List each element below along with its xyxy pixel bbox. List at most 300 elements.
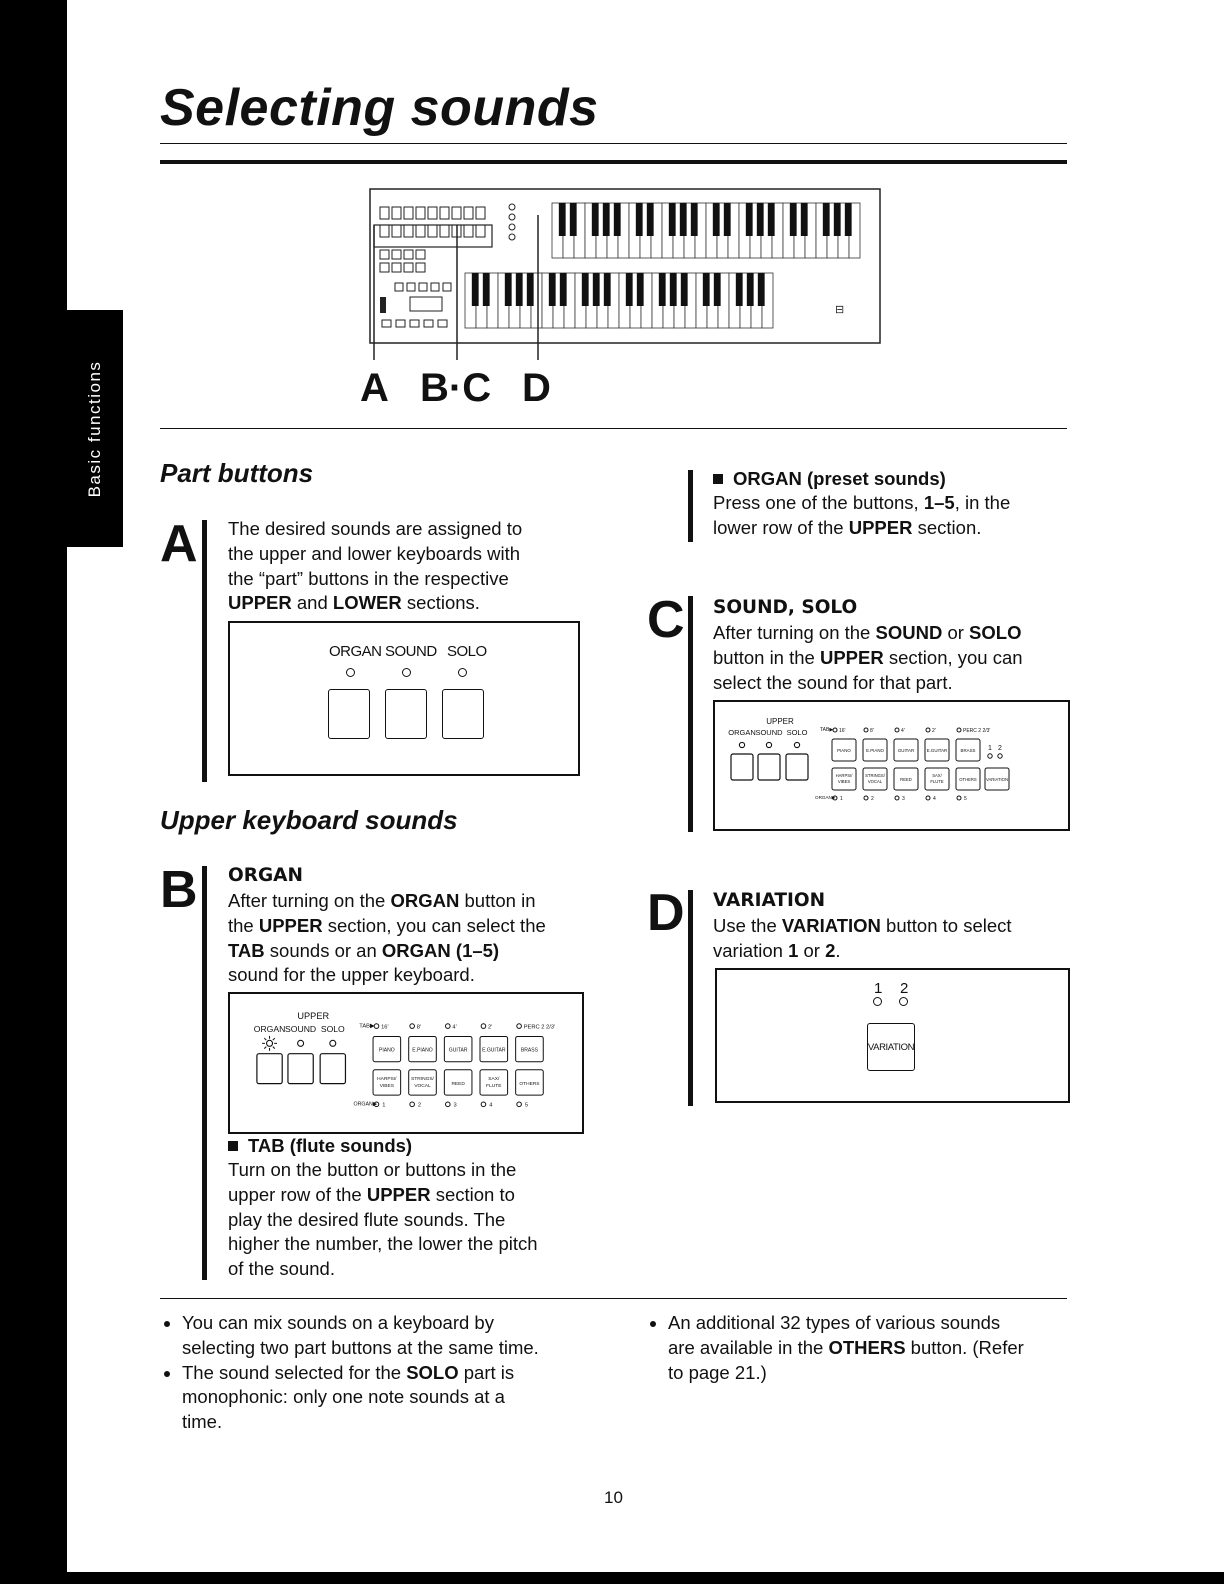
panel-btn	[380, 225, 389, 237]
variation-btn-label: VARIATION	[986, 777, 1008, 782]
display	[410, 297, 442, 311]
t: or	[798, 939, 826, 961]
t: upper row of the	[228, 1183, 367, 1205]
upper-keyboard-sounds-heading: Upper keyboard sounds	[160, 805, 458, 835]
black-key	[637, 273, 644, 306]
t: to page 21.)	[668, 1361, 767, 1383]
tab-foot-1: 8'	[870, 728, 874, 734]
black-key	[592, 203, 599, 236]
black-key	[714, 273, 721, 306]
t: Use the	[713, 915, 782, 936]
small-btn	[431, 283, 439, 291]
t: the	[228, 914, 259, 936]
kw: SOUND	[875, 622, 943, 643]
part-label-2: SOLO	[320, 1023, 345, 1034]
panel-btn	[392, 250, 401, 259]
panel-btn	[476, 207, 485, 219]
t: , in the	[954, 492, 1011, 513]
kw: 1	[788, 939, 799, 961]
small-btn	[395, 283, 403, 291]
kw: 2	[825, 939, 836, 961]
black-key	[680, 203, 687, 236]
organ-arrow-label: ORGAN▶	[815, 795, 836, 800]
part-button	[288, 1054, 313, 1084]
tab-line-5: of the sound.	[228, 1258, 335, 1280]
organ-text	[228, 889, 546, 988]
part-label-0: ORGAN	[728, 728, 756, 737]
tab-line-1: Turn on the button or buttons in the	[228, 1159, 517, 1180]
black-key	[626, 273, 633, 306]
notes-left	[160, 1311, 600, 1435]
pedal-btn	[382, 320, 391, 327]
part-button	[257, 1054, 282, 1084]
organ-arrow-label: ORGAN▶	[353, 1101, 377, 1108]
black-key	[570, 203, 577, 236]
tab-lamp	[446, 1024, 451, 1029]
part-label-1: SOUND	[285, 1023, 317, 1034]
tab-lamp	[374, 1024, 379, 1029]
var-num-2: 2	[998, 745, 1002, 752]
lamp-solo	[458, 668, 467, 677]
preset-line-1	[713, 491, 1010, 516]
logo-mark: ⊟	[835, 304, 845, 316]
pedal-btn	[424, 320, 433, 327]
side-tab-label: Basic functions	[85, 360, 104, 497]
t: part is	[458, 1361, 515, 1383]
t: You can mix sounds on a keyboard by	[182, 1312, 494, 1333]
organ-num-1: 2	[871, 796, 874, 802]
black-key	[747, 273, 754, 306]
kw: UPPER	[848, 516, 913, 538]
t: The sound selected for the	[182, 1361, 407, 1383]
tab-lamp	[517, 1024, 522, 1029]
organ-num-0: 1	[840, 796, 843, 802]
tab-line-2	[228, 1183, 538, 1208]
t: or	[942, 622, 970, 643]
voice-label-2-2: REED	[900, 777, 912, 782]
preset-line-2	[713, 516, 1010, 541]
pedal-btn	[438, 320, 447, 327]
black-key	[746, 203, 753, 236]
txt-and: and	[291, 592, 333, 614]
var-lamp-1	[873, 997, 882, 1006]
black-key	[758, 273, 765, 306]
part-lamp	[298, 1040, 304, 1046]
organ-num-4: 5	[524, 1102, 529, 1109]
t: are available in the	[668, 1336, 829, 1358]
organ-num-3: 4	[933, 796, 936, 802]
voice-button	[480, 1070, 508, 1095]
black-key	[527, 273, 534, 306]
t: After turning on the	[228, 890, 391, 911]
voice-label-2-1: VOCAL	[867, 779, 883, 784]
tab-lamp	[864, 728, 868, 732]
part-text-line-3: the “part” buttons in the respective	[228, 567, 509, 589]
label-solo: SOLO	[447, 643, 487, 660]
voice-label-2-0: VIBES	[837, 779, 851, 784]
var-lamp	[998, 754, 1002, 758]
voice-label-0: PIANO	[378, 1047, 395, 1054]
t: Press one of the buttons,	[713, 492, 924, 513]
voice-label-2-1: STRINGS/	[411, 1077, 434, 1083]
note-mix	[182, 1311, 600, 1361]
voice-label-2-1: VOCAL	[414, 1084, 431, 1090]
page-number: 10	[604, 1488, 623, 1507]
part-text-line-2: the upper and lower keyboards with	[228, 542, 521, 564]
black-key	[559, 203, 566, 236]
black-key	[669, 203, 676, 236]
part-buttons-heading: Part buttons	[160, 458, 314, 488]
panel-btn	[428, 207, 437, 219]
t: section to	[430, 1183, 515, 1205]
upper-keyboard	[552, 203, 860, 258]
black-key	[757, 203, 764, 236]
var-num-2: 2	[900, 980, 908, 997]
panel-btn	[392, 207, 401, 219]
voice-label-2-3: FLUTE	[486, 1084, 502, 1090]
voice-label-2-4: OTHERS	[519, 1081, 540, 1087]
upper-panel-c	[715, 702, 1068, 829]
part-buttons-figure	[228, 621, 580, 776]
part-buttons-text	[228, 517, 522, 616]
black-key	[736, 273, 743, 306]
kw-upper: UPPER	[228, 592, 292, 614]
notes-right	[646, 1311, 1066, 1385]
tab-subhead-text: TAB (flute sounds)	[248, 1135, 413, 1156]
side-tab	[67, 310, 123, 547]
panel-btn	[380, 263, 389, 272]
lamp-sound	[402, 668, 411, 677]
black-key	[681, 273, 688, 306]
part-button	[320, 1054, 345, 1084]
t: monophonic: only one note sounds at a	[182, 1386, 505, 1408]
marker-d: D	[647, 884, 685, 942]
label-organ: ORGAN	[329, 643, 382, 660]
voice-label-2-1: STRINGS/	[865, 773, 885, 778]
panel-upper-label: UPPER	[297, 1011, 330, 1022]
organ-num-3: 4	[489, 1102, 493, 1109]
kw-lower: LOWER	[332, 592, 402, 614]
tab-line-4: higher the number, the lower the pitch	[228, 1233, 538, 1255]
panel-btn	[440, 207, 449, 219]
black-key	[703, 273, 710, 306]
part-text-line-4	[228, 591, 522, 616]
panel-btn	[416, 263, 425, 272]
voice-label-4: BRASS	[960, 748, 976, 753]
panel-btn	[440, 225, 449, 237]
tab-lamp	[833, 728, 837, 732]
organ-lamp	[517, 1102, 522, 1107]
black-key	[560, 273, 567, 306]
label-sound: SOUND	[385, 643, 437, 660]
voice-label-2-4: OTHERS	[959, 777, 977, 782]
slider	[380, 297, 386, 313]
voice-label-3: E.GUITAR	[482, 1047, 506, 1054]
part-button	[758, 754, 780, 780]
part-label-0: ORGAN	[253, 1023, 286, 1034]
marker-a: A	[160, 515, 198, 573]
t: button in the	[713, 646, 820, 668]
bar-c	[688, 596, 693, 832]
tab-lamp	[957, 728, 961, 732]
tab-lamp	[481, 1024, 486, 1029]
tab-foot-2: 4'	[901, 728, 905, 734]
organ-lamp	[410, 1102, 415, 1107]
black-key	[724, 203, 731, 236]
bar-d	[688, 890, 693, 1106]
notes-rule	[160, 1298, 1067, 1299]
sound-button	[385, 689, 427, 739]
voice-label-2-2: REED	[451, 1081, 465, 1087]
organ-button	[328, 689, 370, 739]
panel-btn	[404, 207, 413, 219]
tab-foot-2: 4'	[452, 1024, 457, 1031]
organ-lamp	[895, 796, 899, 800]
tab-foot-4: PERC 2 2/3'	[523, 1024, 556, 1031]
tab-foot-0: 16'	[839, 728, 846, 734]
part-text-line-1: The desired sounds are assigned to	[228, 518, 523, 539]
black-key	[768, 203, 775, 236]
organ-lamp	[957, 796, 961, 800]
black-key	[604, 273, 611, 306]
kw: ORGAN (1–5)	[381, 939, 500, 961]
square-bullet	[228, 1141, 238, 1151]
variation-button: VARIATION	[867, 1023, 915, 1071]
figure-letter-a: A	[360, 366, 389, 410]
bar-a	[202, 520, 207, 782]
var-lamp	[988, 754, 992, 758]
organ-lamp	[864, 796, 868, 800]
black-key	[582, 273, 589, 306]
panel-btn	[464, 225, 473, 237]
organ-lamp	[926, 796, 930, 800]
tab-lamp	[926, 728, 930, 732]
tab-text	[228, 1158, 538, 1282]
page-border-left	[0, 0, 67, 1584]
variation-subhead: VARIATION	[713, 890, 826, 911]
t: An additional 32 types of various sounds	[668, 1312, 1001, 1333]
panel-btn	[404, 225, 413, 237]
black-key	[659, 273, 666, 306]
kw: UPPER	[258, 914, 323, 936]
var-line-2	[713, 939, 1012, 964]
organ-preset-subhead	[713, 468, 946, 490]
part-lamp	[766, 742, 771, 747]
black-key	[516, 273, 523, 306]
organ-preset-subhead-text: ORGAN (preset sounds)	[733, 468, 946, 489]
part-button	[786, 754, 808, 780]
panel-btn	[476, 225, 485, 237]
panel-btn	[392, 263, 401, 272]
black-key	[790, 203, 797, 236]
black-key	[549, 273, 556, 306]
black-key	[636, 203, 643, 236]
page-title: Selecting sounds	[160, 79, 599, 137]
black-key	[647, 203, 654, 236]
panel-btn	[464, 207, 473, 219]
kw: UPPER	[366, 1183, 431, 1205]
part-button	[731, 754, 753, 780]
voice-label-2-0: HARPSI/	[835, 773, 853, 778]
panel-btn	[404, 250, 413, 259]
panel-btn	[404, 263, 413, 272]
organ-line-4: sound for the upper keyboard.	[228, 964, 475, 986]
t: button. (Refer	[905, 1336, 1024, 1358]
organ-line-1	[228, 889, 546, 914]
t: lower row of the	[713, 516, 849, 538]
organ-num-1: 2	[417, 1102, 422, 1109]
sound-solo-text	[713, 621, 1023, 695]
organ-subhead: ORGAN	[228, 865, 303, 886]
tab-lamp	[895, 728, 899, 732]
voice-button	[409, 1070, 437, 1095]
organ-lamp	[481, 1102, 486, 1107]
voice-label-2-0: VIBES	[379, 1084, 394, 1090]
kw: 1–5	[923, 492, 955, 513]
voice-label-2: GUITAR	[448, 1047, 468, 1054]
voice-label-2-0: HARPSI/	[377, 1077, 397, 1083]
panel-btn	[380, 207, 389, 219]
black-key	[483, 273, 490, 306]
ss-line-1	[713, 621, 1023, 646]
ss-line-3: select the sound for that part.	[713, 671, 953, 693]
marker-b: B	[160, 861, 198, 919]
voice-label-2-3: SAX/	[932, 773, 942, 778]
voice-label-1: E.PIANO	[866, 748, 884, 753]
panel-btn	[416, 250, 425, 259]
note-solo	[182, 1361, 600, 1435]
kw: VARIATION	[781, 915, 881, 936]
tab-foot-4: PERC 2 2/3'	[963, 728, 991, 734]
tab-label: TAB▶	[820, 727, 834, 733]
small-btn	[407, 283, 415, 291]
black-key	[614, 203, 621, 236]
title-rule-thin	[160, 143, 1067, 144]
voice-button	[373, 1070, 401, 1095]
organ-line-3	[228, 939, 546, 964]
tab-foot-3: 2'	[932, 728, 936, 734]
t: selecting two part buttons at the same time.	[182, 1336, 539, 1358]
black-key	[603, 203, 610, 236]
lamp-ray	[264, 1038, 266, 1040]
upper-panel-b	[230, 994, 582, 1132]
bar-b	[202, 866, 207, 1280]
panel-btn	[380, 250, 389, 259]
t: time.	[182, 1411, 223, 1433]
organ-num-4: 5	[964, 796, 967, 802]
voice-label-1: E.PIANO	[412, 1047, 433, 1054]
black-key	[845, 203, 852, 236]
tab-foot-1: 8'	[416, 1024, 422, 1031]
tab-subhead	[228, 1135, 412, 1157]
kw: OTHERS	[828, 1336, 906, 1358]
var-lamp-2	[899, 997, 908, 1006]
sound-solo-subhead: SOUND, SOLO	[713, 597, 858, 618]
panel-upper-label: UPPER	[766, 717, 794, 726]
t: button in	[459, 890, 536, 911]
variation-figure	[715, 968, 1070, 1103]
tab-foot-3: 2'	[488, 1024, 493, 1031]
t: sounds or an	[264, 939, 382, 961]
kw: SOLO	[969, 622, 1022, 643]
tab-foot-0: 16'	[381, 1024, 389, 1031]
pedal-btn	[396, 320, 405, 327]
part-label-1: SOUND	[755, 728, 783, 737]
t: button to select	[880, 915, 1012, 936]
t: variation	[713, 939, 789, 961]
lamp-organ	[346, 668, 355, 677]
organ-num-2: 3	[453, 1102, 457, 1109]
panel-btn	[452, 207, 461, 219]
lower-keyboard	[465, 273, 773, 328]
voice-label-2-3: SAX/	[488, 1077, 500, 1083]
organ-num-0: 1	[382, 1102, 386, 1109]
part-lamp	[267, 1040, 273, 1046]
lamp-ray	[273, 1047, 275, 1049]
part-lamp	[330, 1040, 336, 1046]
panel-btn	[416, 207, 425, 219]
voice-label-2: GUITAR	[897, 748, 915, 753]
kw: UPPER	[819, 646, 884, 668]
txt-sections: sections.	[401, 592, 480, 614]
black-key	[713, 203, 720, 236]
upper-panel-figure-b	[228, 992, 584, 1134]
figure-letter-d: D	[522, 366, 551, 410]
kw: ORGAN	[390, 890, 460, 911]
part-lamp	[739, 742, 744, 747]
organ-preset-text	[713, 491, 1010, 541]
t: .	[835, 939, 841, 961]
var-num-1: 1	[874, 980, 882, 997]
voice-label-2-3: FLUTE	[930, 779, 944, 784]
upper-panel-figure-c	[713, 700, 1070, 831]
organ-line-2	[228, 914, 546, 939]
black-key	[670, 273, 677, 306]
black-key	[823, 203, 830, 236]
lamp-ray	[264, 1047, 266, 1049]
organ-diagram	[360, 185, 890, 365]
t: section, you can	[883, 646, 1023, 668]
title-rule-thick	[160, 160, 1067, 164]
t: section.	[912, 516, 982, 538]
t: After turning on the	[713, 622, 876, 643]
black-key	[505, 273, 512, 306]
variation-text	[713, 914, 1012, 964]
part-label-2: SOLO	[786, 728, 808, 737]
panel-btn	[416, 225, 425, 237]
black-key	[801, 203, 808, 236]
small-btn	[419, 283, 427, 291]
pedal-btn	[410, 320, 419, 327]
ss-line-2	[713, 646, 1023, 671]
t: section, you can select the	[322, 914, 546, 936]
black-key	[593, 273, 600, 306]
part-lamp	[794, 742, 799, 747]
organ-lamp	[446, 1102, 451, 1107]
figure-letter-bc: B·C	[420, 366, 492, 410]
kw: TAB	[228, 939, 265, 961]
square-bullet	[713, 474, 723, 484]
tab-line-3: play the desired flute sounds. The	[228, 1208, 506, 1230]
lamp-ray	[273, 1038, 275, 1040]
page-border-bottom	[0, 1572, 1224, 1584]
black-key	[691, 203, 698, 236]
organ-num-2: 3	[902, 796, 905, 802]
bar-organ-preset	[688, 470, 693, 542]
var-num-1: 1	[988, 745, 992, 752]
black-key	[472, 273, 479, 306]
black-key	[834, 203, 841, 236]
